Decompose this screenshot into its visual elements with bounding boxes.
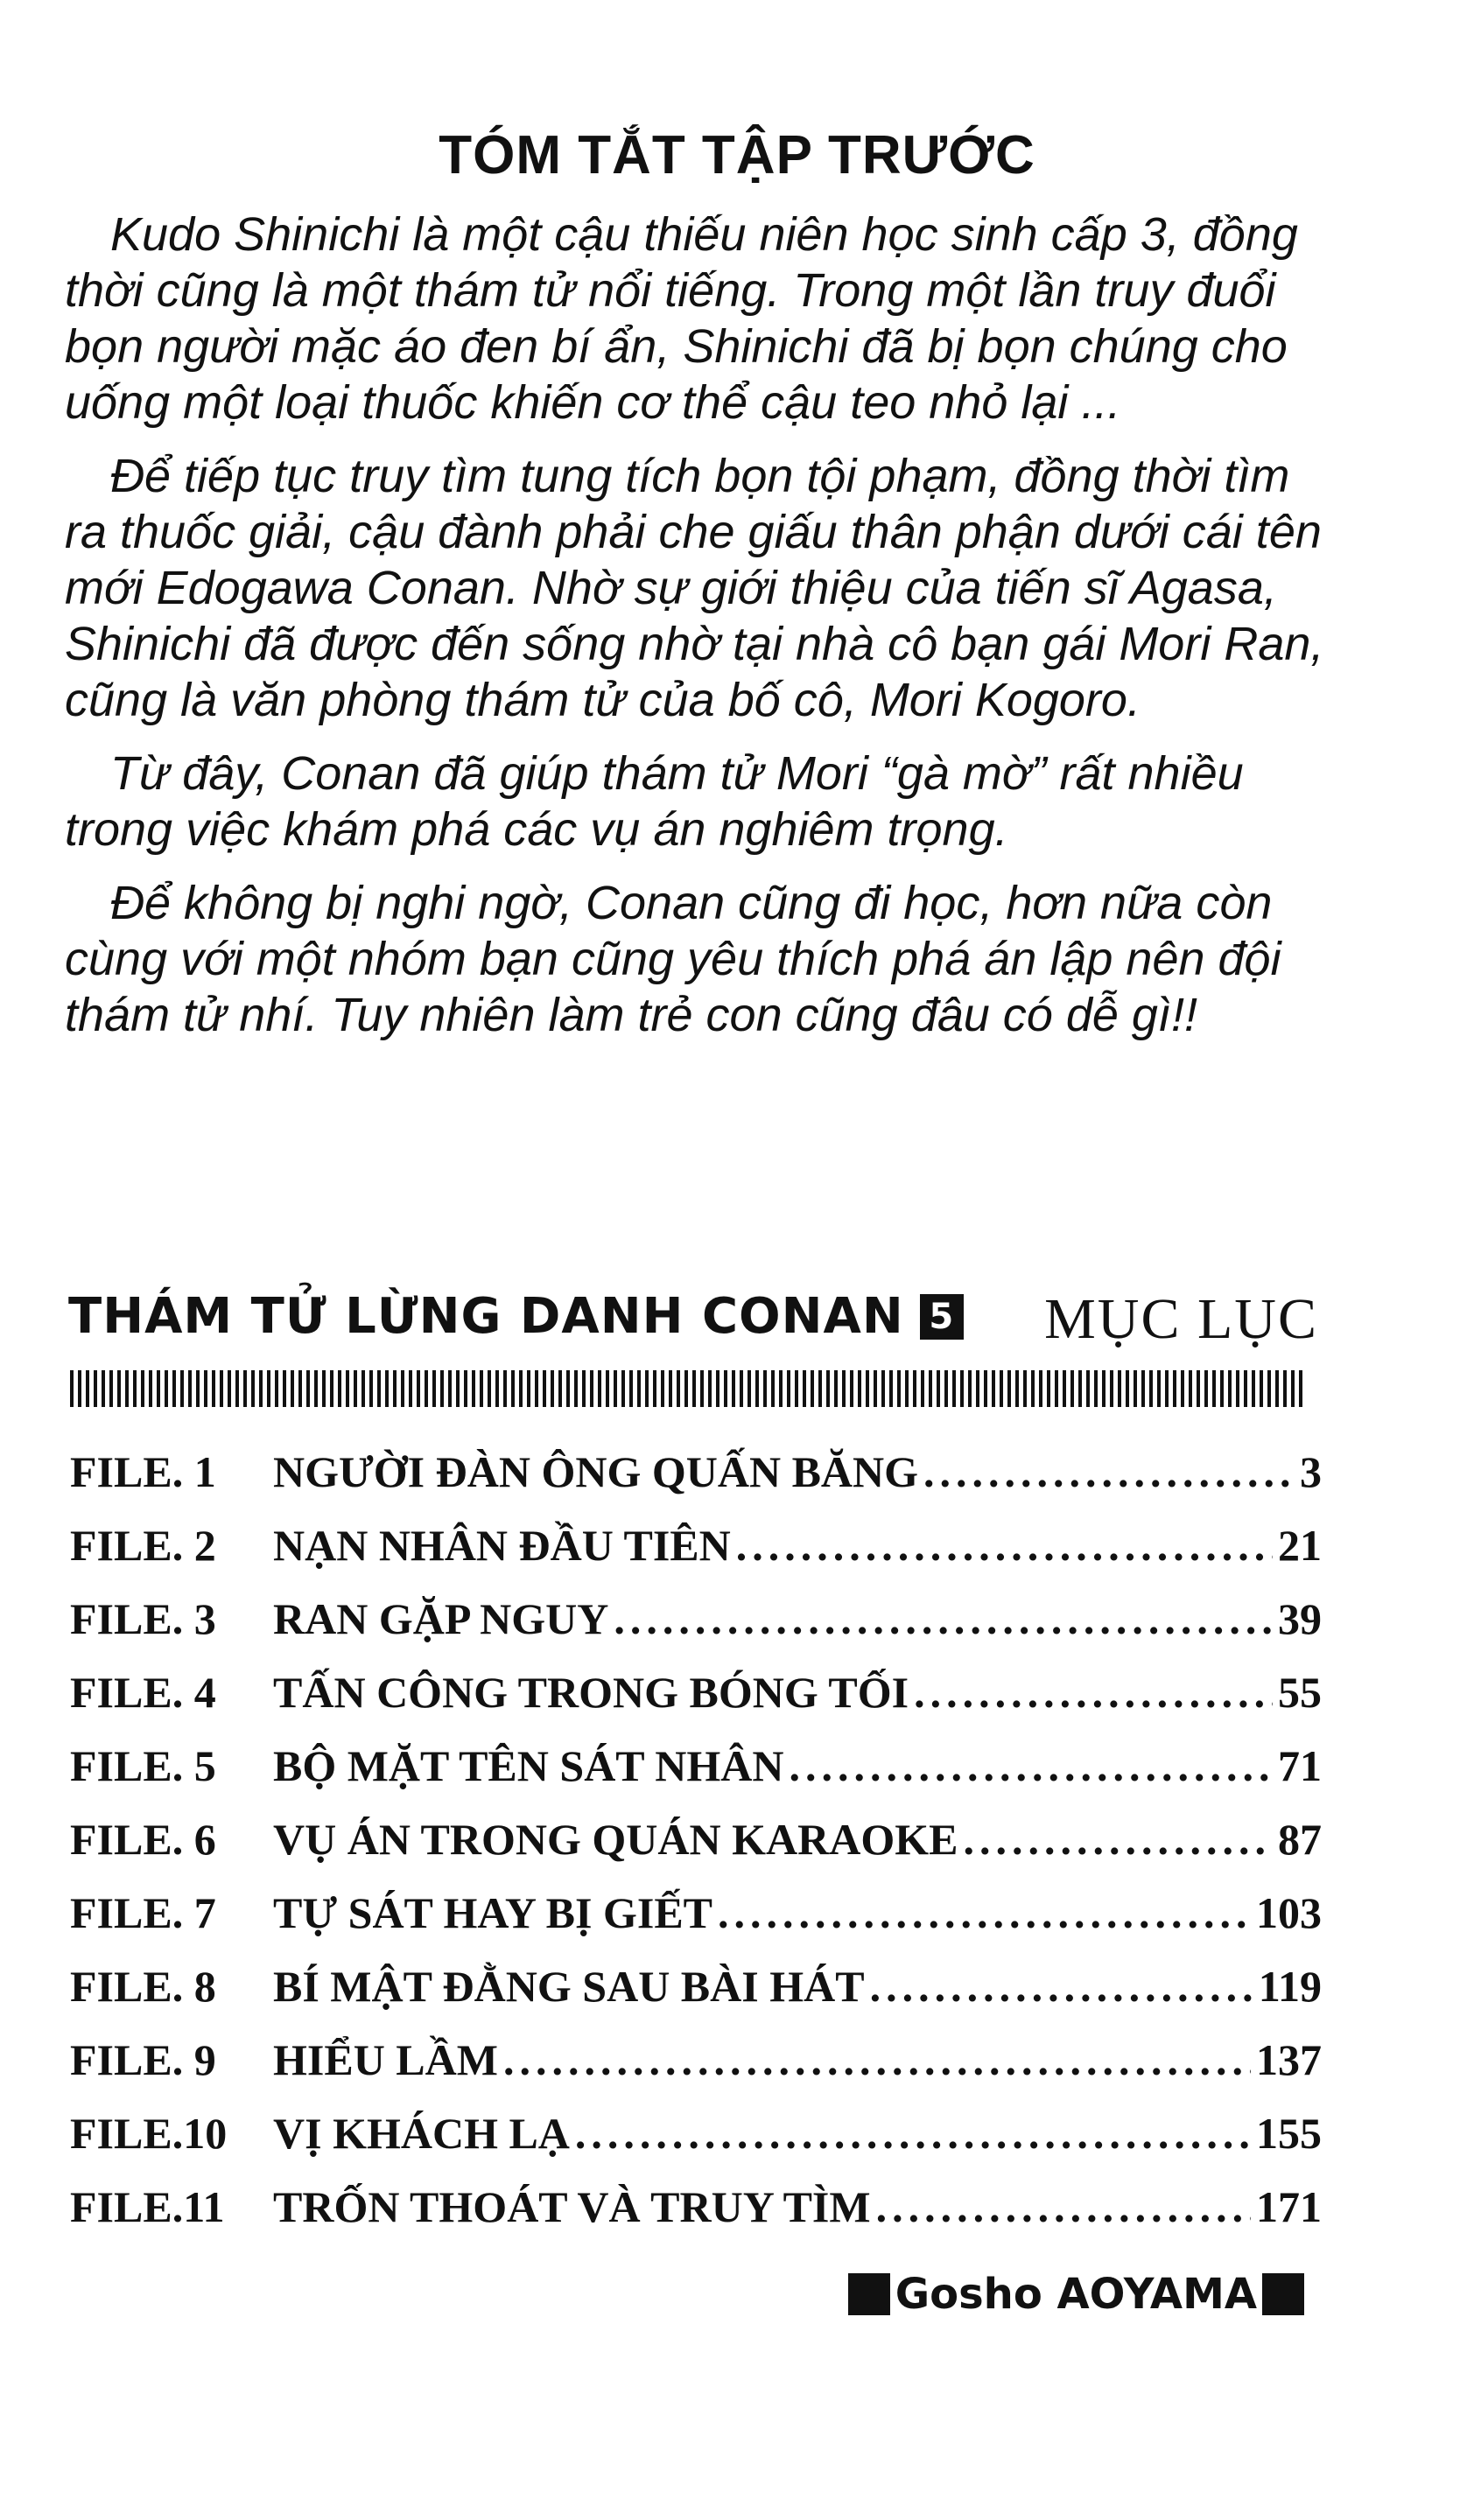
toc-dot-leader (736, 1520, 1273, 1571)
summary-title: TÓM TẮT TẬP TRƯỚC (439, 125, 1035, 186)
toc-chapter-title: NGƯỜI ĐÀN ÔNG QUẤN BĂNG (273, 1447, 919, 1496)
toc-chapter-title: TỰ SÁT HAY BỊ GIẾT (273, 1888, 713, 1937)
toc-page-number: 87 (1278, 1815, 1322, 1864)
toc-dot-leader (963, 1814, 1273, 1865)
toc-page-number: 119 (1258, 1962, 1322, 2011)
toc-page-number: 137 (1256, 2035, 1322, 2084)
toc-chapter-title: TRỐN THOÁT VÀ TRUY TÌM (273, 2182, 871, 2231)
volume-badge: 5 (920, 1294, 964, 1340)
toc-dot-leader (914, 1667, 1273, 1718)
barcode-divider (70, 1370, 1306, 1407)
toc-page-number: 71 (1278, 1741, 1322, 1790)
toc-chapter-title: BÍ MẬT ĐẰNG SAU BÀI HÁT (273, 1962, 865, 2011)
toc-dot-leader (789, 1740, 1273, 1791)
toc-file-label: FILE. 1 (70, 1447, 216, 1496)
author-right-block (1262, 2273, 1304, 2315)
toc-file-label: FILE. 6 (70, 1815, 216, 1864)
toc-chapter-title: HIỂU LẦM (273, 2035, 498, 2084)
summary-paragraph: Để không bị nghi ngờ, Conan cũng đi học, hơn nữa còn cùng với một nhóm bạn cũng yêu thích phá án lập nên đội thám tử nhí. Tuy nhiên làm trẻ con cũng đâu có dễ gì!! (65, 877, 1281, 1041)
toc-file-label: FILE.10 (70, 2109, 228, 2158)
toc-file-label: FILE. 4 (70, 1668, 216, 1717)
toc-file-label: FILE. 5 (70, 1741, 216, 1790)
table-of-contents (70, 1435, 1322, 2244)
toc-dot-leader (718, 1887, 1251, 1938)
toc-row (70, 1950, 1322, 2023)
toc-page-number: 55 (1278, 1668, 1322, 1717)
toc-chapter-title: TẤN CÔNG TRONG BÓNG TỐI (273, 1668, 909, 1717)
series-title (68, 1288, 964, 1345)
toc-chapter-title: VỤ ÁN TRONG QUÁN KARAOKE (273, 1815, 958, 1864)
toc-row (70, 1656, 1322, 1729)
toc-row (70, 1508, 1322, 1582)
toc-row (70, 1435, 1322, 1508)
contents-title: MỤC LỤC (1044, 1287, 1318, 1351)
toc-page-number: 155 (1256, 2109, 1322, 2158)
toc-dot-leader (614, 1593, 1273, 1644)
toc-row (70, 2096, 1322, 2170)
summary-body (65, 206, 1343, 1060)
toc-dot-leader (870, 1961, 1253, 2012)
toc-row (70, 2023, 1322, 2096)
toc-chapter-title: VỊ KHÁCH LẠ (273, 2109, 570, 2158)
toc-page-number: 21 (1278, 1521, 1322, 1570)
toc-row (70, 1582, 1322, 1656)
toc-page-number: 3 (1300, 1447, 1322, 1496)
toc-chapter-title: NẠN NHÂN ĐẦU TIÊN (273, 1521, 731, 1570)
toc-dot-leader (923, 1446, 1295, 1497)
toc-dot-leader (876, 2181, 1251, 2232)
toc-dot-leader (503, 2034, 1251, 2085)
author-name: Gosho AOYAMA (895, 2270, 1257, 2319)
toc-page-number: 171 (1256, 2182, 1322, 2231)
toc-chapter-title: BỘ MẶT TÊN SÁT NHÂN (273, 1741, 784, 1790)
summary-paragraph: Để tiếp tục truy tìm tung tích bọn tội phạm, đồng thời tìm ra thuốc giải, cậu đành phải che giấu thân phận dưới cái tên mới Edogawa Conan. Nhờ sự giới thiệu của tiến sĩ Agasa, Shinichi đã được đến sống nhờ tại nhà cô bạn gái Mori Ran, cũng là văn phòng thám tử của bố cô, Mori Kogoro. (65, 450, 1324, 726)
summary-paragraph: Kudo Shinichi là một cậu thiếu niên học sinh cấp 3, đồng thời cũng là một thám tử nổi tiếng. Trong một lần truy đuổi bọn người mặc áo đen bí ẩn, Shinichi đã bị bọn chúng cho uống một loại thuốc khiến cơ thể cậu teo nhỏ lại ... (65, 208, 1298, 429)
toc-row (70, 1729, 1322, 1802)
toc-row (70, 1876, 1322, 1950)
toc-file-label: FILE. 8 (70, 1962, 216, 2011)
summary-paragraph: Từ đây, Conan đã giúp thám tử Mori “gà mờ” rất nhiều trong việc khám phá các vụ án nghiêm trọng. (65, 747, 1244, 856)
toc-file-label: FILE. 3 (70, 1594, 216, 1643)
toc-chapter-title: RAN GẶP NGUY (273, 1594, 609, 1643)
toc-page-number: 103 (1256, 1888, 1322, 1937)
toc-page-number: 39 (1278, 1594, 1322, 1643)
toc-file-label: FILE. 2 (70, 1521, 216, 1570)
author-left-block (848, 2273, 890, 2315)
series-title-text: THÁM TỬ LỪNG DANH CONAN (68, 1288, 904, 1345)
toc-row (70, 1802, 1322, 1876)
toc-dot-leader (575, 2108, 1251, 2159)
toc-row (70, 2170, 1322, 2244)
toc-file-label: FILE. 7 (70, 1888, 216, 1937)
toc-file-label: FILE. 9 (70, 2035, 216, 2084)
author-credit (848, 2270, 1304, 2319)
toc-file-label: FILE.11 (70, 2182, 225, 2231)
